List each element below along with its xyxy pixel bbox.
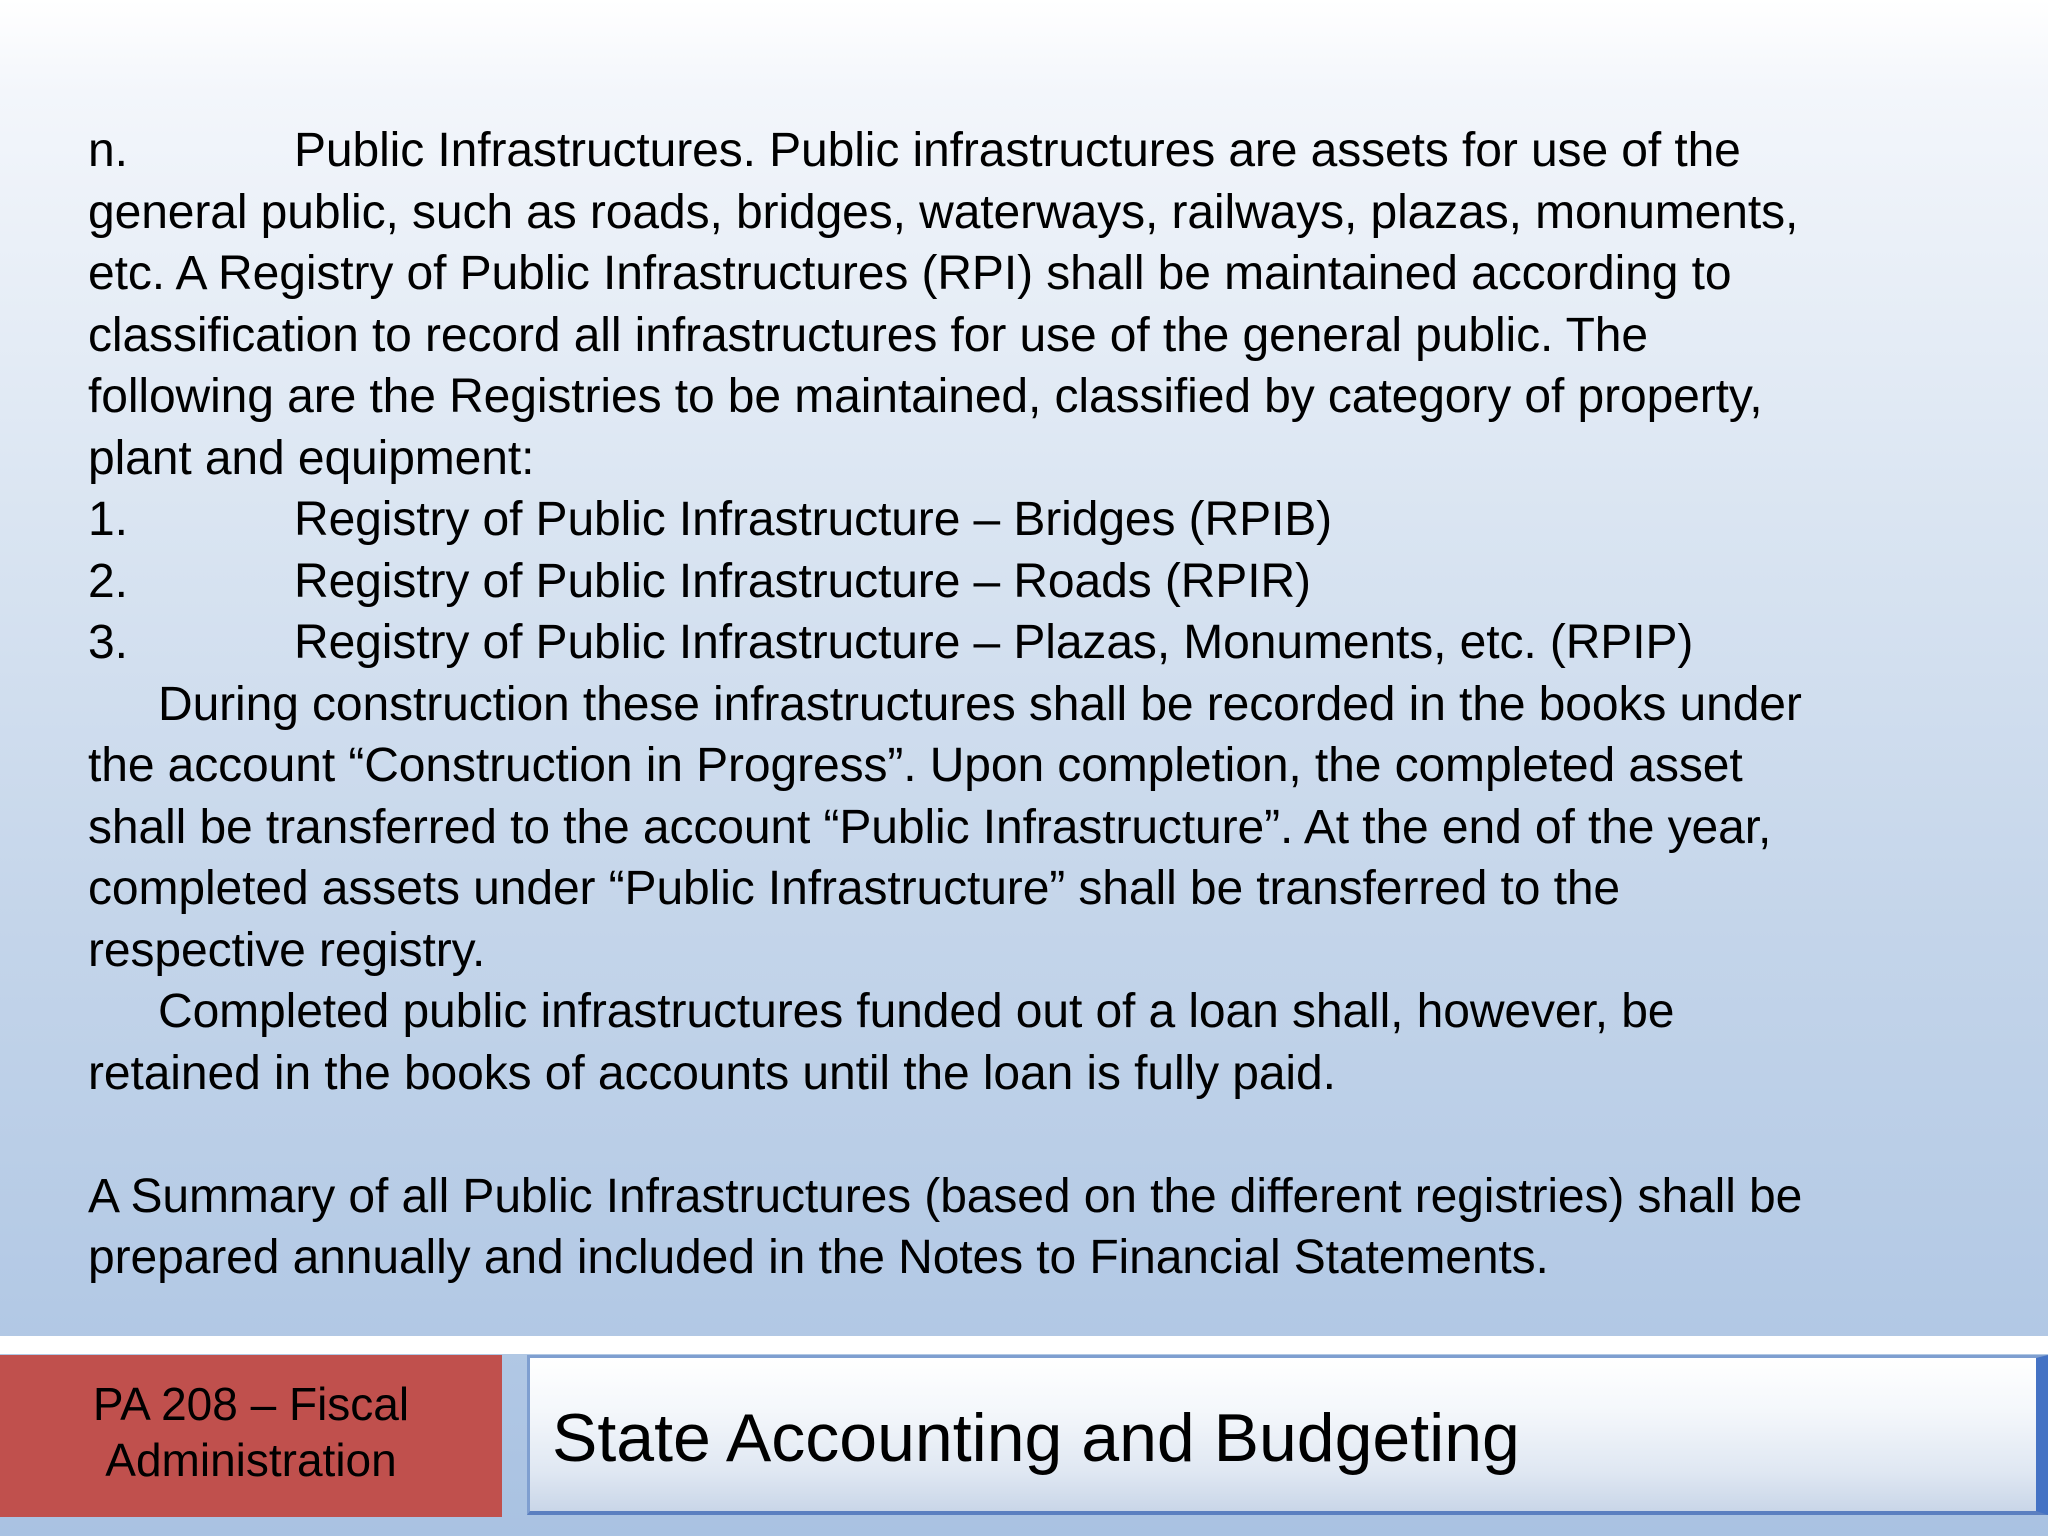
text-line [88, 120, 1988, 182]
text-line [88, 674, 1988, 736]
text-line [88, 551, 1988, 613]
line-text: Registry of Public Infrastructure – Bridges (RPIB) [294, 493, 1333, 546]
footer-title: State Accounting and Budgeting [552, 1400, 1520, 1476]
line-text: Completed public infrastructures funded out of a loan shall, however, be [158, 985, 1675, 1038]
text-line [88, 858, 1988, 920]
line-text: retained in the books of accounts until the loan is fully paid. [88, 1046, 1336, 1100]
list-marker: 1. [88, 493, 128, 546]
line-text: completed assets under “Public Infrastructure” shall be transferred to the [88, 862, 1621, 915]
text-line [88, 366, 1988, 428]
text-line [88, 612, 1988, 674]
list-marker: n. [88, 124, 128, 177]
course-label-box [0, 1355, 502, 1517]
line-text: classification to record all infrastructures for use of the general public. The [88, 308, 1648, 362]
list-marker: 3. [88, 616, 128, 669]
footer-title-box [527, 1355, 2048, 1515]
footer-divider [0, 1336, 2048, 1354]
text-line [88, 243, 1988, 305]
line-text: During construction these infrastructures shall be recorded in the books under [158, 677, 1802, 731]
slide-body-text [88, 120, 1988, 1289]
text-line [88, 920, 1988, 982]
list-marker: 2. [88, 554, 128, 608]
text-line [88, 1166, 1988, 1228]
course-label-line-1: PA 208 – Fiscal [92, 1378, 410, 1430]
line-text: A Summary of all Public Infrastructures (based on the different registries) shall be [88, 1169, 1803, 1223]
line-text: etc. A Registry of Public Infrastructures (RPI) shall be maintained according to [88, 247, 1732, 300]
text-line [88, 797, 1988, 859]
line-text: respective registry. [88, 923, 486, 977]
text-line [88, 1227, 1988, 1289]
line-text: Registry of Public Infrastructure – Plazas, Monuments, etc. (RPIP) [294, 616, 1694, 669]
text-line [88, 735, 1988, 797]
line-text: following are the Registries to be maintained, classified by category of property, [88, 370, 1763, 423]
line-text: general public, such as roads, bridges, waterways, railways, plazas, monuments, [88, 185, 1799, 239]
line-text: plant and equipment: [88, 431, 535, 485]
line-text: prepared annually and included in the Notes to Financial Statements. [88, 1231, 1549, 1284]
text-line [88, 428, 1988, 490]
text-line [88, 981, 1988, 1043]
line-text: shall be transferred to the account “Public Infrastructure”. At the end of the year, [88, 800, 1772, 854]
line-text: Public Infrastructures. Public infrastructures are assets for use of the [294, 124, 1741, 177]
line-text: the account “Construction in Progress”. Upon completion, the completed asset [88, 739, 1743, 792]
text-line [88, 1043, 1988, 1105]
blank-line [88, 1104, 1988, 1166]
text-line [88, 305, 1988, 367]
text-line [88, 182, 1988, 244]
text-line [88, 489, 1988, 551]
line-text: Registry of Public Infrastructure – Roads (RPIR) [294, 554, 1311, 608]
course-label-line-2: Administration [105, 1434, 397, 1486]
